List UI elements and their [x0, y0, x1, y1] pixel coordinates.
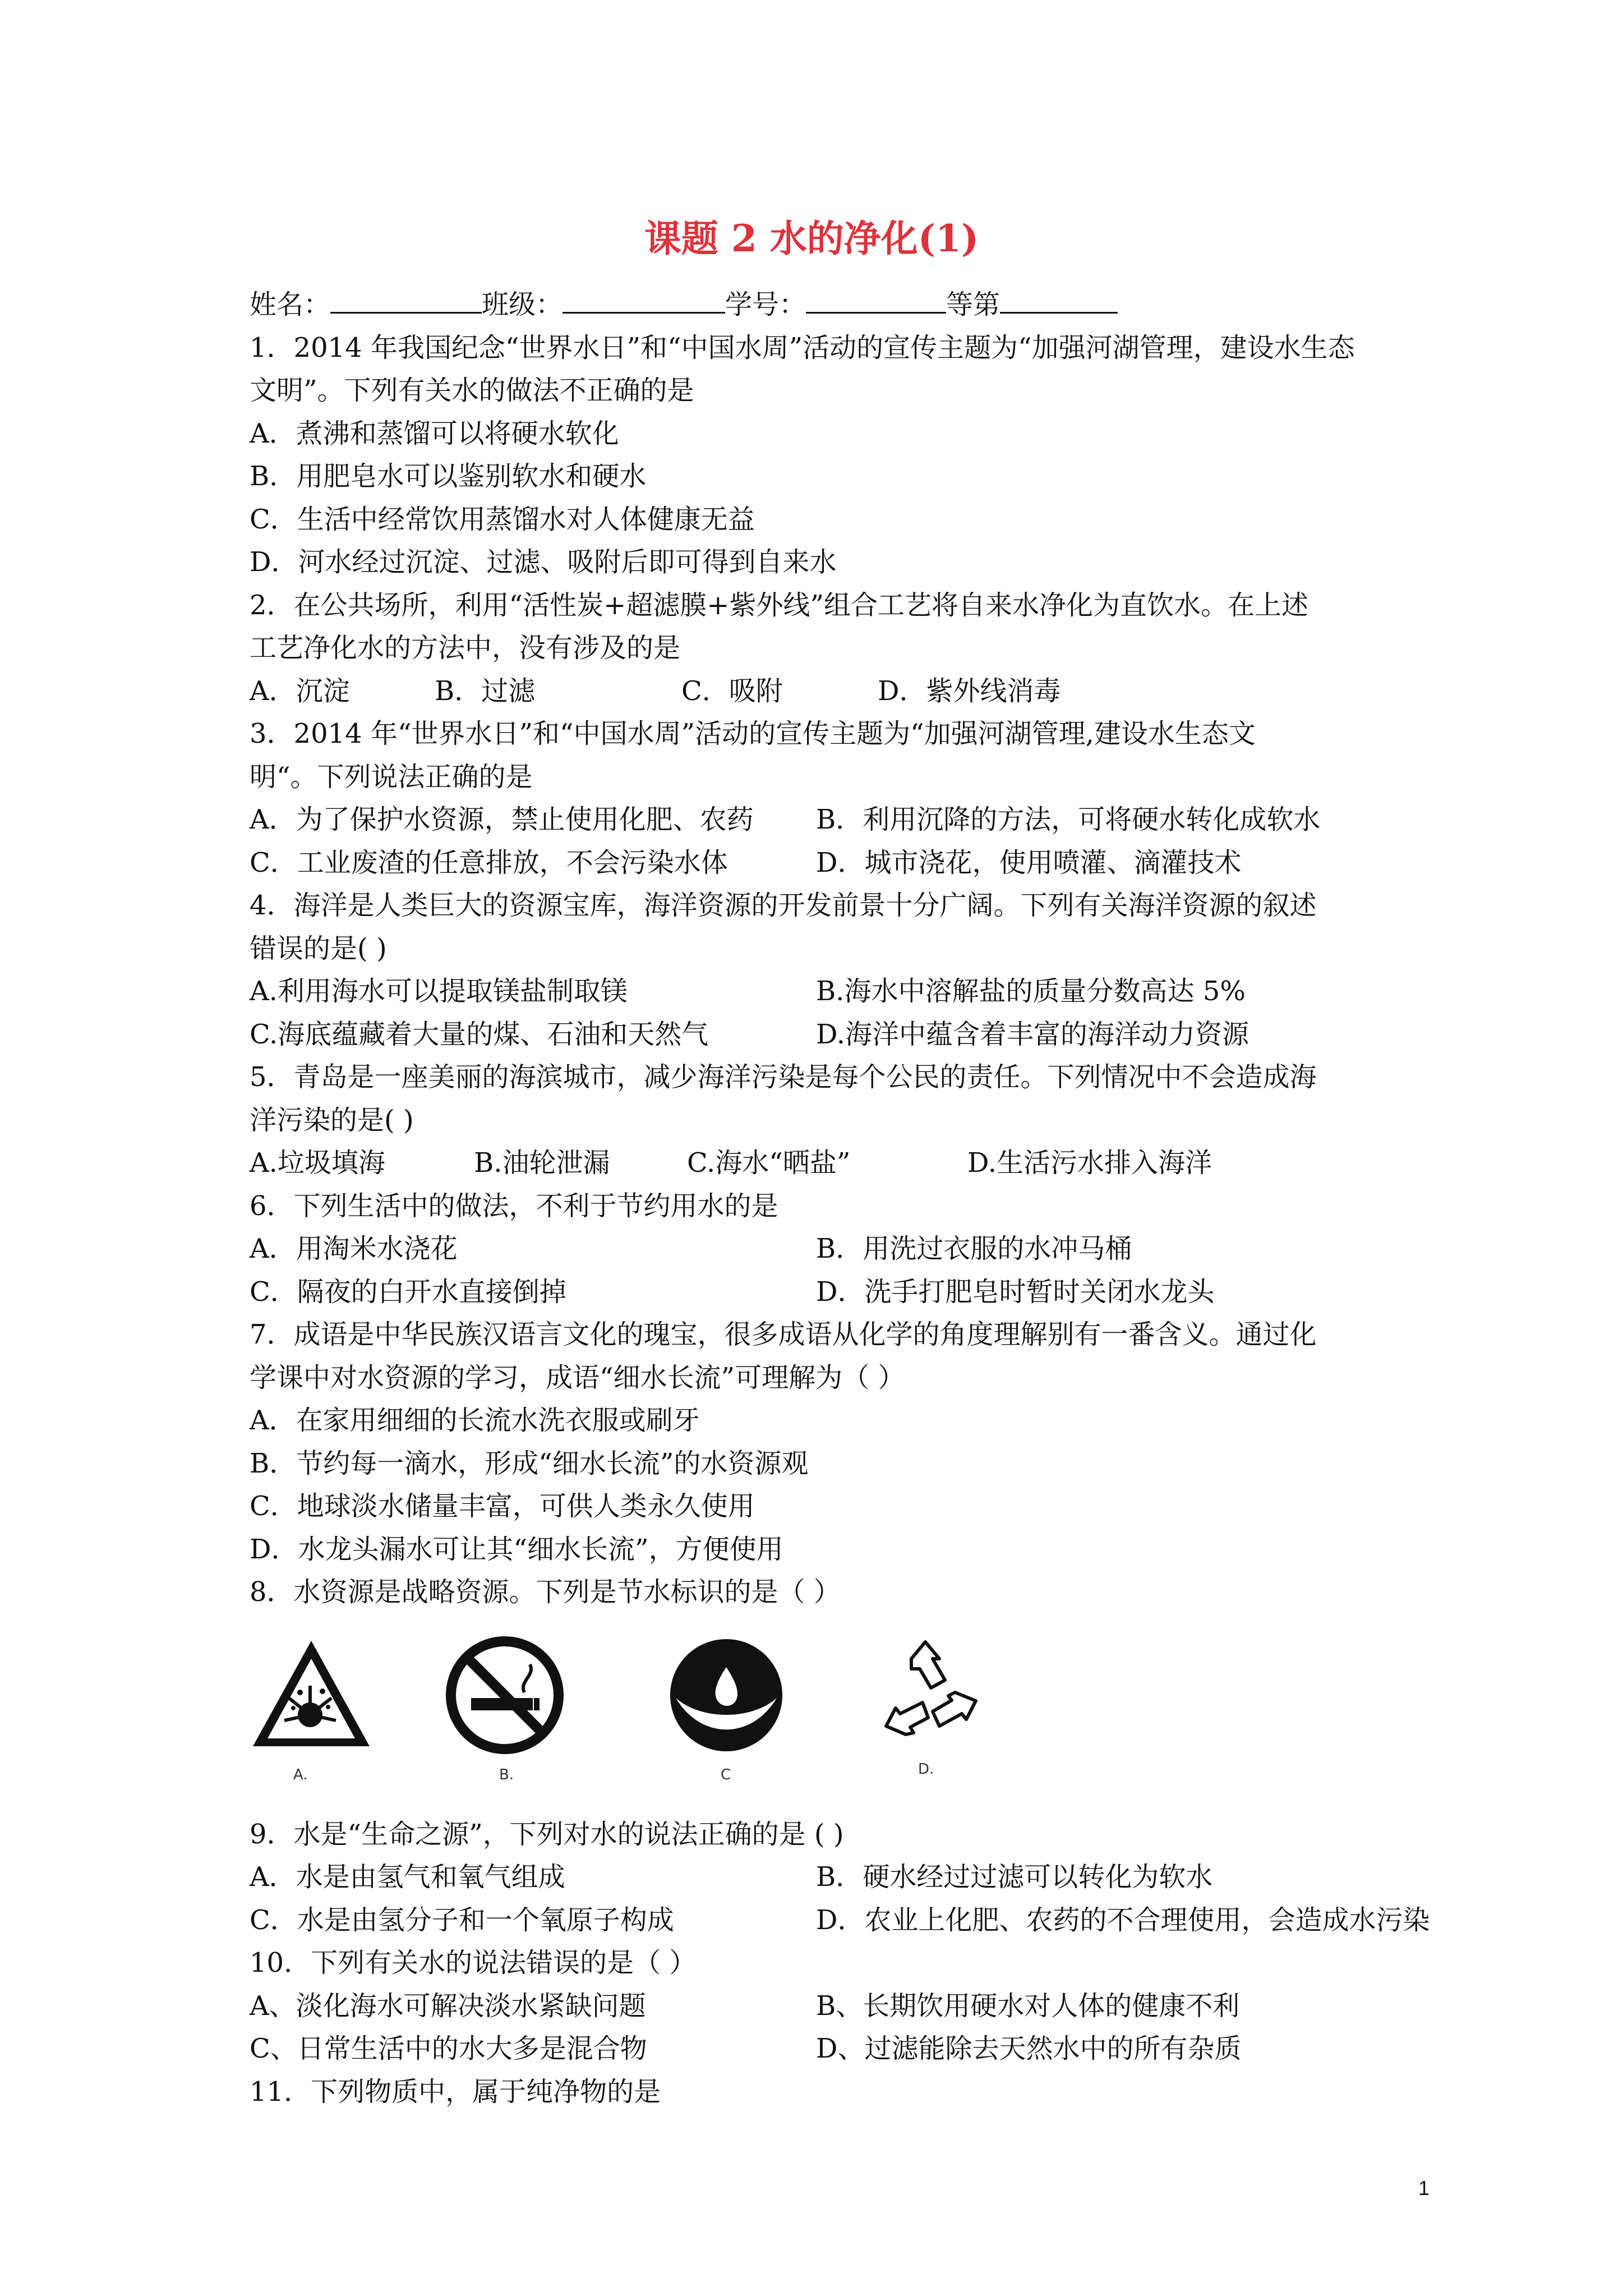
option-row — [250, 455, 1416, 498]
answer-option[interactable]: D．洗手打肥皂时暂时关闭水龙头 — [816, 1276, 1215, 1308]
answer-option[interactable]: A．沉淀 — [250, 675, 350, 707]
option-row — [250, 1271, 1416, 1314]
answer-option[interactable]: C．地球淡水储量丰富，可供人类永久使用 — [250, 1490, 755, 1522]
water-symbol-figures — [250, 1636, 1416, 1796]
answer-option[interactable]: C．工业废渣的任意排放，不会污染水体 — [250, 846, 728, 878]
answer-option[interactable]: D．紫外线消毒 — [878, 675, 1061, 707]
answer-option[interactable]: C．生活中经常饮用蒸馏水对人体健康无益 — [250, 503, 755, 535]
figure-a-label: A. — [293, 1766, 308, 1783]
option-row — [250, 1442, 1416, 1485]
question-text: 学课中对水资源的学习，成语“细水长流”可理解为（ ） — [250, 1361, 905, 1393]
question-text: 11．下列物质中，属于纯净物的是 — [250, 2076, 661, 2108]
option-row — [250, 498, 1416, 541]
page-title: 课题 2 水的净化(1) — [644, 217, 979, 260]
question-text: 文明”。下列有关水的做法不正确的是 — [250, 375, 694, 406]
answer-option[interactable]: A．煮沸和蒸馏可以将硬水软化 — [250, 417, 619, 449]
answer-option[interactable]: C．水是由氢分子和一个氧原子构成 — [250, 1904, 674, 1936]
option-row — [250, 1399, 1416, 1442]
student-info-line — [250, 283, 1416, 326]
question-text: 4．海洋是人类巨大的资源宝库，海洋资源的开发前景十分广阔。下列有关海洋资源的叙述 — [250, 890, 1317, 921]
figure-d — [866, 1636, 984, 1751]
option-row — [250, 841, 1416, 885]
answer-option[interactable]: B.油轮泄漏 — [474, 1147, 610, 1179]
option-row — [250, 1856, 1416, 1899]
option-row — [250, 412, 1416, 455]
answer-option[interactable]: B．过滤 — [435, 675, 536, 707]
class-blank — [562, 289, 725, 314]
question-text: 10．下列有关水的说法错误的是（ ） — [250, 1947, 697, 1978]
question-text: 2．在公共场所，利用“活性炭+超滤膜+紫外线”组合工艺将自来水净化为直饮水。在上述 — [250, 589, 1309, 621]
option-row — [250, 798, 1416, 841]
option-row — [250, 541, 1416, 584]
option-row — [250, 1142, 1416, 1185]
answer-option[interactable]: B．用肥皂水可以鉴别软水和硬水 — [250, 461, 647, 492]
question-text: 1．2014 年我国纪念“世界水日”和“中国水周”活动的宣传主题为“加强河湖管理，建设水生态 — [250, 332, 1355, 364]
grade-label: 等第 — [946, 289, 1000, 320]
answer-option[interactable]: C.海底蕴藏着大量的煤、石油和天然气 — [250, 1018, 709, 1050]
answer-option[interactable]: D、过滤能除去天然水中的所有杂质 — [816, 2033, 1242, 2064]
figure-a — [250, 1636, 373, 1756]
question-text: 6．下列生活中的做法，不利于节约用水的是 — [250, 1190, 778, 1222]
option-row — [250, 1528, 1416, 1571]
option-row — [250, 1899, 1430, 1942]
answer-option[interactable]: D．城市浇花，使用喷灌、滴灌技术 — [816, 846, 1242, 878]
question-text: 3．2014 年“世界水日”和“中国水周”活动的宣传主题为“加强河湖管理,建设水生态文 — [250, 718, 1256, 749]
answer-option[interactable]: B．用洗过衣服的水冲马桶 — [816, 1233, 1132, 1264]
question-text: 洋污染的是( ) — [250, 1104, 414, 1136]
page-number: 1 — [1418, 2177, 1430, 2200]
answer-option[interactable]: C．吸附 — [681, 675, 783, 707]
answer-option[interactable]: D.海洋中蕴含着丰富的海洋动力资源 — [816, 1018, 1249, 1050]
recycling-icon — [866, 1636, 984, 1749]
answer-option[interactable]: A．水是由氢气和氧气组成 — [250, 1861, 565, 1893]
grade-blank — [1000, 289, 1118, 314]
questions-part-1 — [250, 326, 1416, 1614]
answer-option[interactable]: C、日常生活中的水大多是混合物 — [250, 2033, 647, 2064]
name-blank — [330, 289, 482, 314]
answer-option[interactable]: D．水龙头漏水可让其“细水长流”，方便使用 — [250, 1533, 783, 1565]
figure-b — [446, 1636, 564, 1756]
answer-option[interactable]: B．硬水经过过滤可以转化为软水 — [816, 1861, 1213, 1893]
answer-option[interactable]: B.海水中溶解盐的质量分数高达 5% — [816, 976, 1246, 1007]
name-label: 姓名： — [250, 289, 331, 320]
figure-c-label: C — [721, 1766, 731, 1783]
option-row — [250, 1013, 1416, 1056]
explosive-warning-icon — [250, 1636, 373, 1754]
option-row — [250, 1985, 1416, 2028]
answer-option[interactable]: C.海水“晒盐” — [687, 1147, 851, 1179]
answer-option[interactable]: B、长期饮用硬水对人体的健康不利 — [816, 1990, 1240, 2022]
water-saving-icon — [667, 1636, 785, 1754]
question-text: 明“。下列说法正确的是 — [250, 761, 533, 793]
answer-option[interactable]: D．农业上化肥、农药的不合理使用，会造成水污染 — [816, 1904, 1430, 1936]
question-text: 9．水是“生命之源”，下列对水的说法正确的是 ( ) — [250, 1818, 844, 1850]
option-row — [250, 2027, 1416, 2070]
answer-option[interactable]: B．利用沉降的方法，可将硬水转化成软水 — [816, 804, 1321, 835]
question-text: 错误的是( ) — [250, 932, 387, 964]
questions-part-2 — [250, 1813, 1430, 2114]
answer-option[interactable]: A.垃圾填海 — [250, 1147, 385, 1179]
answer-option[interactable]: A．用淘米水浇花 — [250, 1233, 458, 1264]
question-content — [250, 283, 1430, 2113]
answer-option[interactable]: C．隔夜的白开水直接倒掉 — [250, 1276, 566, 1308]
question-text: 8．水资源是战略资源。下列是节水标识的是（ ） — [250, 1576, 841, 1608]
figure-b-label: B. — [499, 1766, 514, 1783]
figure-c — [667, 1636, 785, 1756]
option-row — [250, 1485, 1416, 1528]
no-smoking-icon — [446, 1636, 564, 1754]
option-row — [250, 670, 1416, 713]
answer-option[interactable]: D.生活污水排入海洋 — [967, 1147, 1212, 1179]
answer-option[interactable]: B．节约每一滴水，形成“细水长流”的水资源观 — [250, 1447, 809, 1479]
option-row — [250, 970, 1416, 1013]
question-text: 7．成语是中华民族汉语言文化的瑰宝，很多成语从化学的角度理解别有一番含义。通过化 — [250, 1319, 1317, 1350]
answer-option[interactable]: A、淡化海水可解决淡水紧缺问题 — [250, 1990, 646, 2022]
answer-option[interactable]: A.利用海水可以提取镁盐制取镁 — [250, 976, 628, 1007]
number-label: 学号： — [725, 289, 806, 320]
answer-option[interactable]: D．河水经过沉淀、过滤、吸附后即可得到自来水 — [250, 546, 837, 578]
question-text: 5．青岛是一座美丽的海滨城市，减少海洋污染是每个公民的责任。下列情况中不会造成海 — [250, 1061, 1317, 1093]
number-blank — [806, 289, 946, 314]
option-row — [250, 1227, 1416, 1271]
answer-option[interactable]: A．为了保护水资源，禁止使用化肥、农药 — [250, 804, 754, 835]
class-label: 班级： — [482, 289, 563, 320]
question-text: 工艺净化水的方法中，没有涉及的是 — [250, 632, 681, 664]
answer-option[interactable]: A．在家用细细的长流水洗衣服或刷牙 — [250, 1405, 700, 1436]
figure-d-label: D. — [918, 1760, 934, 1778]
